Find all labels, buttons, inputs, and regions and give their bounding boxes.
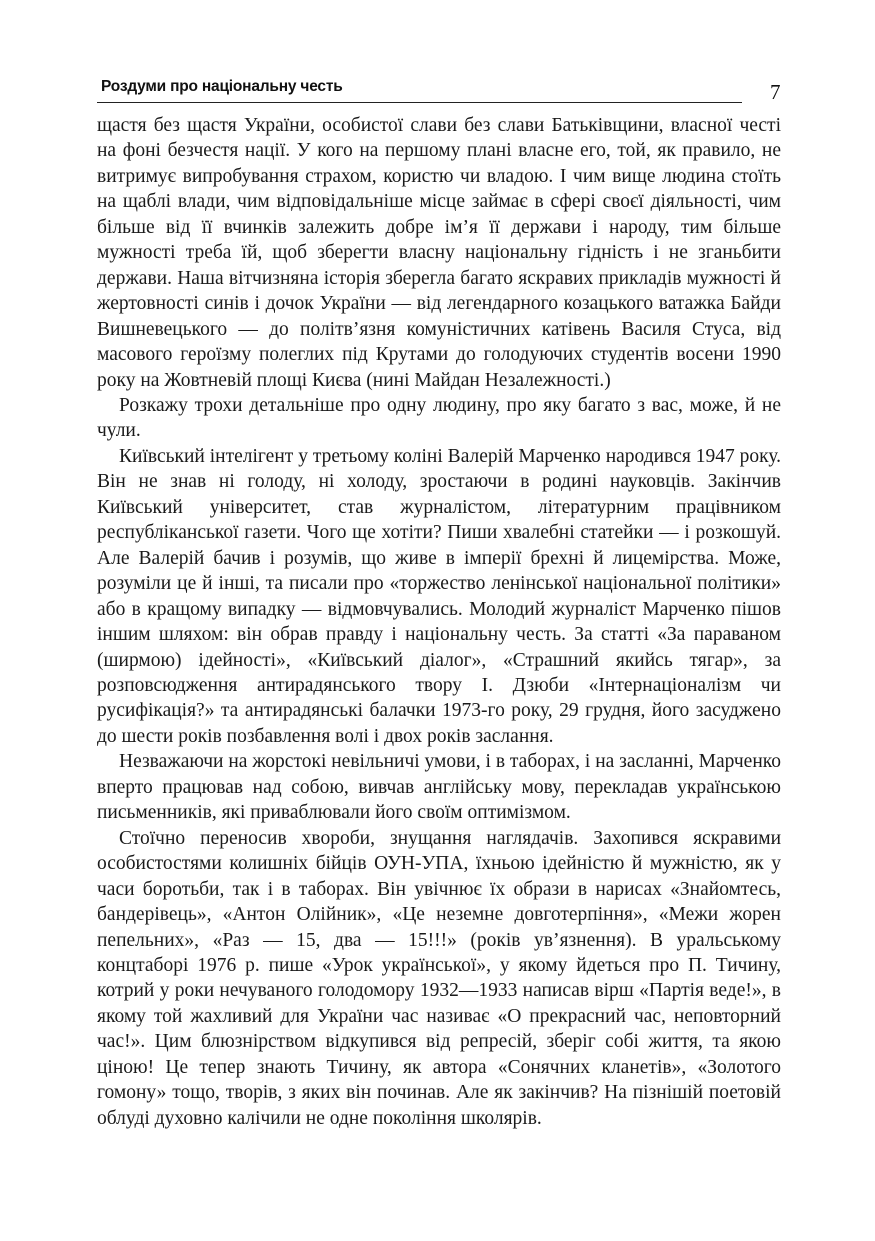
paragraph: щастя без щастя України, особистої слави без слави Батьківщини, власної честі на фоні безчестя нації. У кого на першому плані власне его, той, як правило, не витримує випробування страхом, користю чи владою. І чим вище людина стоїть на щаблі влади, чим відповідальніше місце займає в сфері своєї діяльності, чим більше від її вчинків залежить добре ім’я її держави і народу, тим більше мужності треба їй, щоб зберегти власну національну гідність і не зганьбити держави. Наша вітчизняна історія зберегла багато яскравих прикладів мужності й жертовності синів і дочок України — від легендарного козацького ватажка Байди Вишневецького — до політв’язня комуністичних катівень Василя Стуса, від масового героїзму полеглих під Крутами до голодуючих студентів восени 1990 року на Жовтневій площі Києва (нині Майдан Незалежності.) (97, 115, 781, 391)
paragraph: Київський інтелігент у третьому коліні Валерій Марченко народився 1947 року. Він не знав ні голоду, ні холоду, зростаючи в родині науковців. Закінчив Київський університет, став журналістом, літературним працівником республіканської газети. Чого ще хотіти? Пиши хвалебні статейки — і розкошуй. Але Валерій бачив і розумів, що живе в імперії брехні й лицемірства. Може, розуміли це й інші, та писали про «торжество ленінської національної політики» або в кращому випадку — відмовчувались. Молодий журналіст Марченко пішов іншим шляхом: він обрав правду і національну честь. За статті «За параваном (ширмою) ідейності», «Київський діалог», «Страшний якийсь тягар», за розповсюдження антирадянського твору І. Дзюби «Інтернаціоналізм чи русифікація?» та антирадянські балачки 1973-го року, 29 грудня, його засуджено до шести років позбавлення волі і двох років заслання. (97, 445, 781, 747)
paragraph: Стоїчно переносив хвороби, знущання наглядачів. Захопився яскравими особистостями колишніх бійців ОУН-УПА, їхньою ідейністю й мужністю, як у часи боротьби, так і в таборах. Він увічнює їх образи в нарисах «Знайомтесь, бандерівець», «Антон Олійник», «Це неземне довготерпіння», «Межи жорен пепельних», «Раз — 15, два — 15!!!» (років ув’язнення). В уральському концтаборі 1976 р. пише «Урок української», у якому йдеться про П. Тичину, котрий у роки нечуваного голодомору 1932—1933 написав вірш «Партія веде!», в якому той жахливий для України час називає «О прекрасний час, неповторний час!». Цим блюзнірством відкупився від репресій, зберіг собі життя, та якою ціною! Це тепер знають Тичину, як автора «Сонячних кланетів», «Золотого гомону» тощо, творів, з яких він починав. Але як закінчив? На пізнішій поетовій облуді духовно калічили не одне покоління школярів. (97, 827, 781, 1129)
body-text (97, 113, 781, 1131)
paragraph: Розкажу трохи детальніше про одну людину, про яку багато з вас, може, й не чули. (97, 394, 781, 442)
running-header (97, 76, 742, 103)
page-number: 7 (770, 80, 781, 104)
header-title: Роздуми про національну честь (101, 78, 343, 95)
paragraph: Незважаючи на жорстокі невільничі умови, і в таборах, і на засланні, Марченко вперто працював над собою, вивчав англійську мову, перекладав українською письменників, які приваблювали його своїм оптимізмом. (97, 751, 781, 824)
